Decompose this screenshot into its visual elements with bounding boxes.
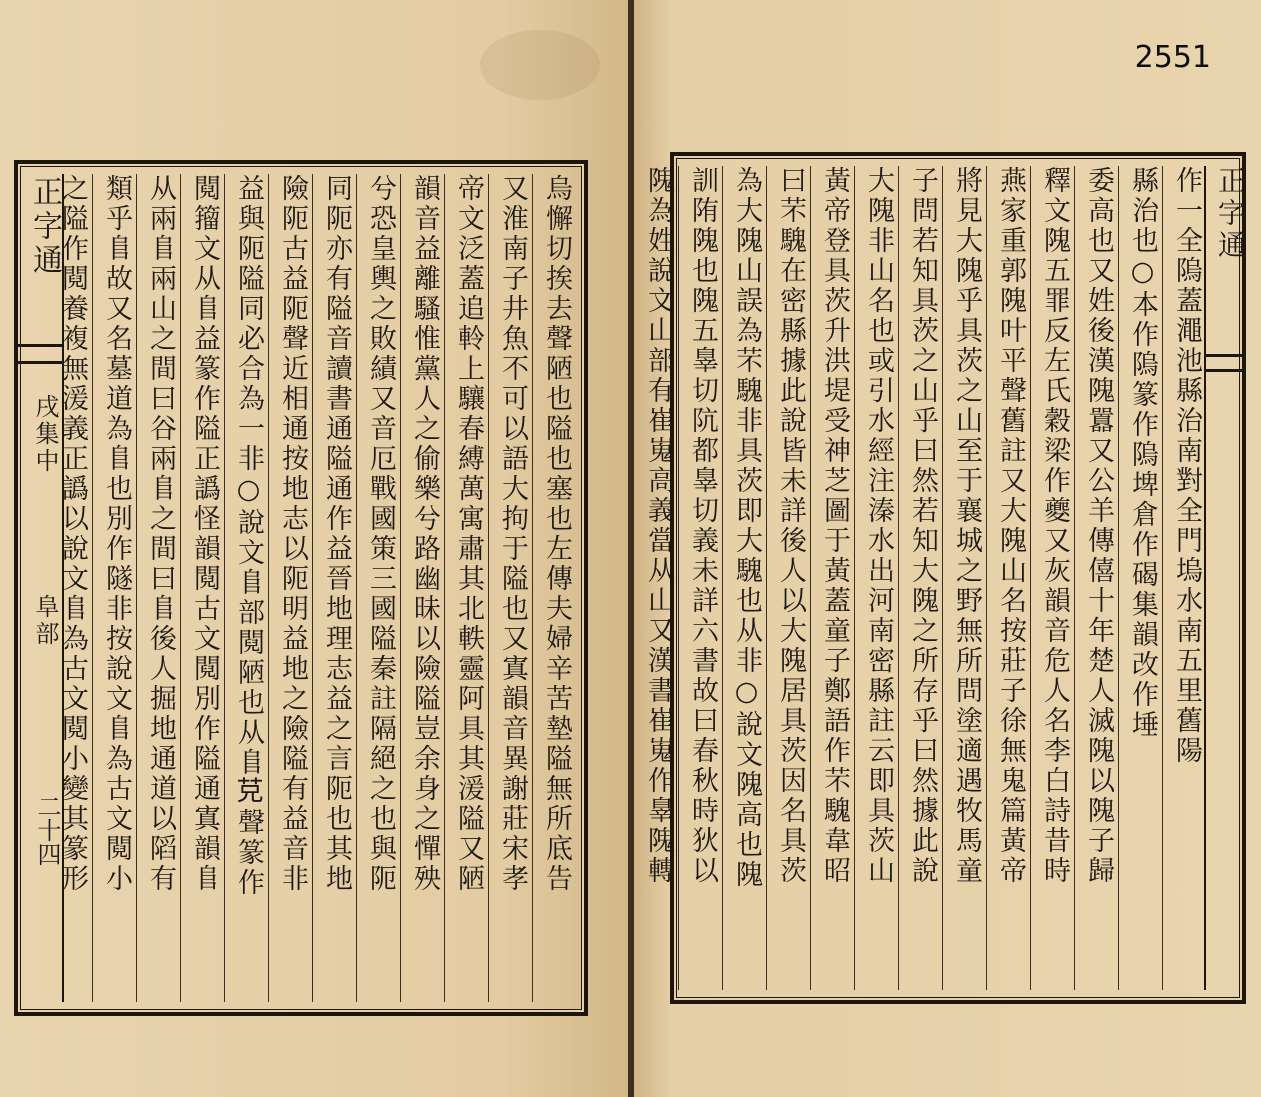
text-column: 作一全隖蓋澠池縣治南對全門塢水南五里舊陽 bbox=[1162, 166, 1206, 990]
left-text-frame bbox=[14, 160, 588, 1016]
page-number: 2551 bbox=[1134, 40, 1211, 75]
text-column: 曰芣騩在密縣據此說皆未詳後人以大隗居具茨因名具茨 bbox=[766, 166, 810, 990]
text-column: 類乎𨸏故又名墓道為𨸏也別作隧非按說文𨸏為古文䦧小 bbox=[92, 174, 136, 1002]
text-column: 子問若知具茨之山乎曰然若知大隗之所存乎曰然據此說 bbox=[898, 166, 942, 990]
text-column: 帝文泛蓋追軨上驤春縛萬寓肅其北軼靈阿具其湲隘又陋 bbox=[444, 174, 488, 1002]
text-column: 訓陏隗也隗五辠切阬都辠切義未詳六書故曰春秋時狄以 bbox=[678, 166, 722, 990]
text-column: 益與阨隘同必合為一非○說文𨸏部䦧陋也从𨸏𦬺聲篆作 bbox=[224, 174, 268, 1002]
right-margin-strip bbox=[1204, 166, 1247, 990]
text-column: 韻音益離騷惟黨人之偷樂兮路幽昧以險隘豈余身之憚殃 bbox=[400, 174, 444, 1002]
right-text-frame bbox=[643, 152, 1247, 1004]
margin-folio: 二十四 bbox=[33, 794, 61, 866]
text-column: 又淮南子井魚不可以語大拘于隘也又寘韻音異謝莊宋孝 bbox=[488, 174, 532, 1002]
text-column: 烏懈切挨去聲陋也隘也塞也左傳夫婦辛苦墊隘無所底告 bbox=[532, 174, 576, 1002]
text-column: 大隗非山名也或引水經注溱水出河南密縣註云即具茨山 bbox=[854, 166, 898, 990]
text-column: 之隘作䦧養複無湲義正譌以說文𨸏為古文䦧小變其篆形 bbox=[57, 174, 88, 894]
text-column: 險阨古益阨聲近相通按地志以阨明益地之險隘有益音非 bbox=[268, 174, 312, 1002]
text-column: 委高也又姓後漢隗囂又公羊傳僖十年楚人滅隗以隗子歸 bbox=[1074, 166, 1118, 990]
text-column: 同阨亦有隘音讀書通隘通作益晉地理志益之言阨也其地 bbox=[312, 174, 356, 1002]
fish-tail-mark bbox=[1206, 354, 1242, 372]
text-column: 將見大隗乎具茨之山至于襄城之野無所問塗適遇牧馬童 bbox=[942, 166, 986, 990]
text-column: 為大隗山誤為芣騩非具茨即大騩也从非○說文隗高也隗 bbox=[722, 166, 766, 990]
text-column: 縣治也○本作隖篆作隖埤倉作碣集韻改作埵 bbox=[1118, 166, 1162, 990]
text-column: 黃帝登具茨升洪堤受神芝圖于黃蓋童子鄭語作芣騩韋昭 bbox=[810, 166, 854, 990]
left-page bbox=[0, 0, 628, 1097]
text-column: 釋文隗五罪反左氏穀梁作夔又灰韻音危人名李白詩昔時 bbox=[1030, 166, 1074, 990]
right-text-columns bbox=[643, 166, 1206, 990]
paper-stain bbox=[480, 30, 600, 100]
text-column: 兮恐皇輿之敗績又音厄戰國策三國隘秦註隔絕之也與阨 bbox=[356, 174, 400, 1002]
text-column: 从兩𨸏兩山之間曰谷兩𨸏之間曰𨸏後人掘地通道以䧟有 bbox=[136, 174, 180, 1002]
margin-book-title: 正字通 bbox=[27, 176, 62, 278]
right-page bbox=[634, 0, 1261, 1097]
text-column: 隗為姓說文山部有崔嵬高義當从山又漢書崔嵬作辠隗轉 bbox=[643, 166, 674, 886]
left-text-columns bbox=[57, 174, 576, 1002]
margin-section: 阜部 bbox=[31, 594, 59, 648]
text-column: 䦧籀文从𨸏益篆作隘正譌怪韻䦧古文䦧別作隘通寘韻𨸏 bbox=[180, 174, 224, 1002]
margin-book-title: 正字通 bbox=[1214, 166, 1247, 262]
text-column: 燕家重郭隗叶平聲舊註又大隗山名按莊子徐無鬼篇黃帝 bbox=[986, 166, 1030, 990]
margin-volume: 戌集中 bbox=[31, 394, 59, 475]
